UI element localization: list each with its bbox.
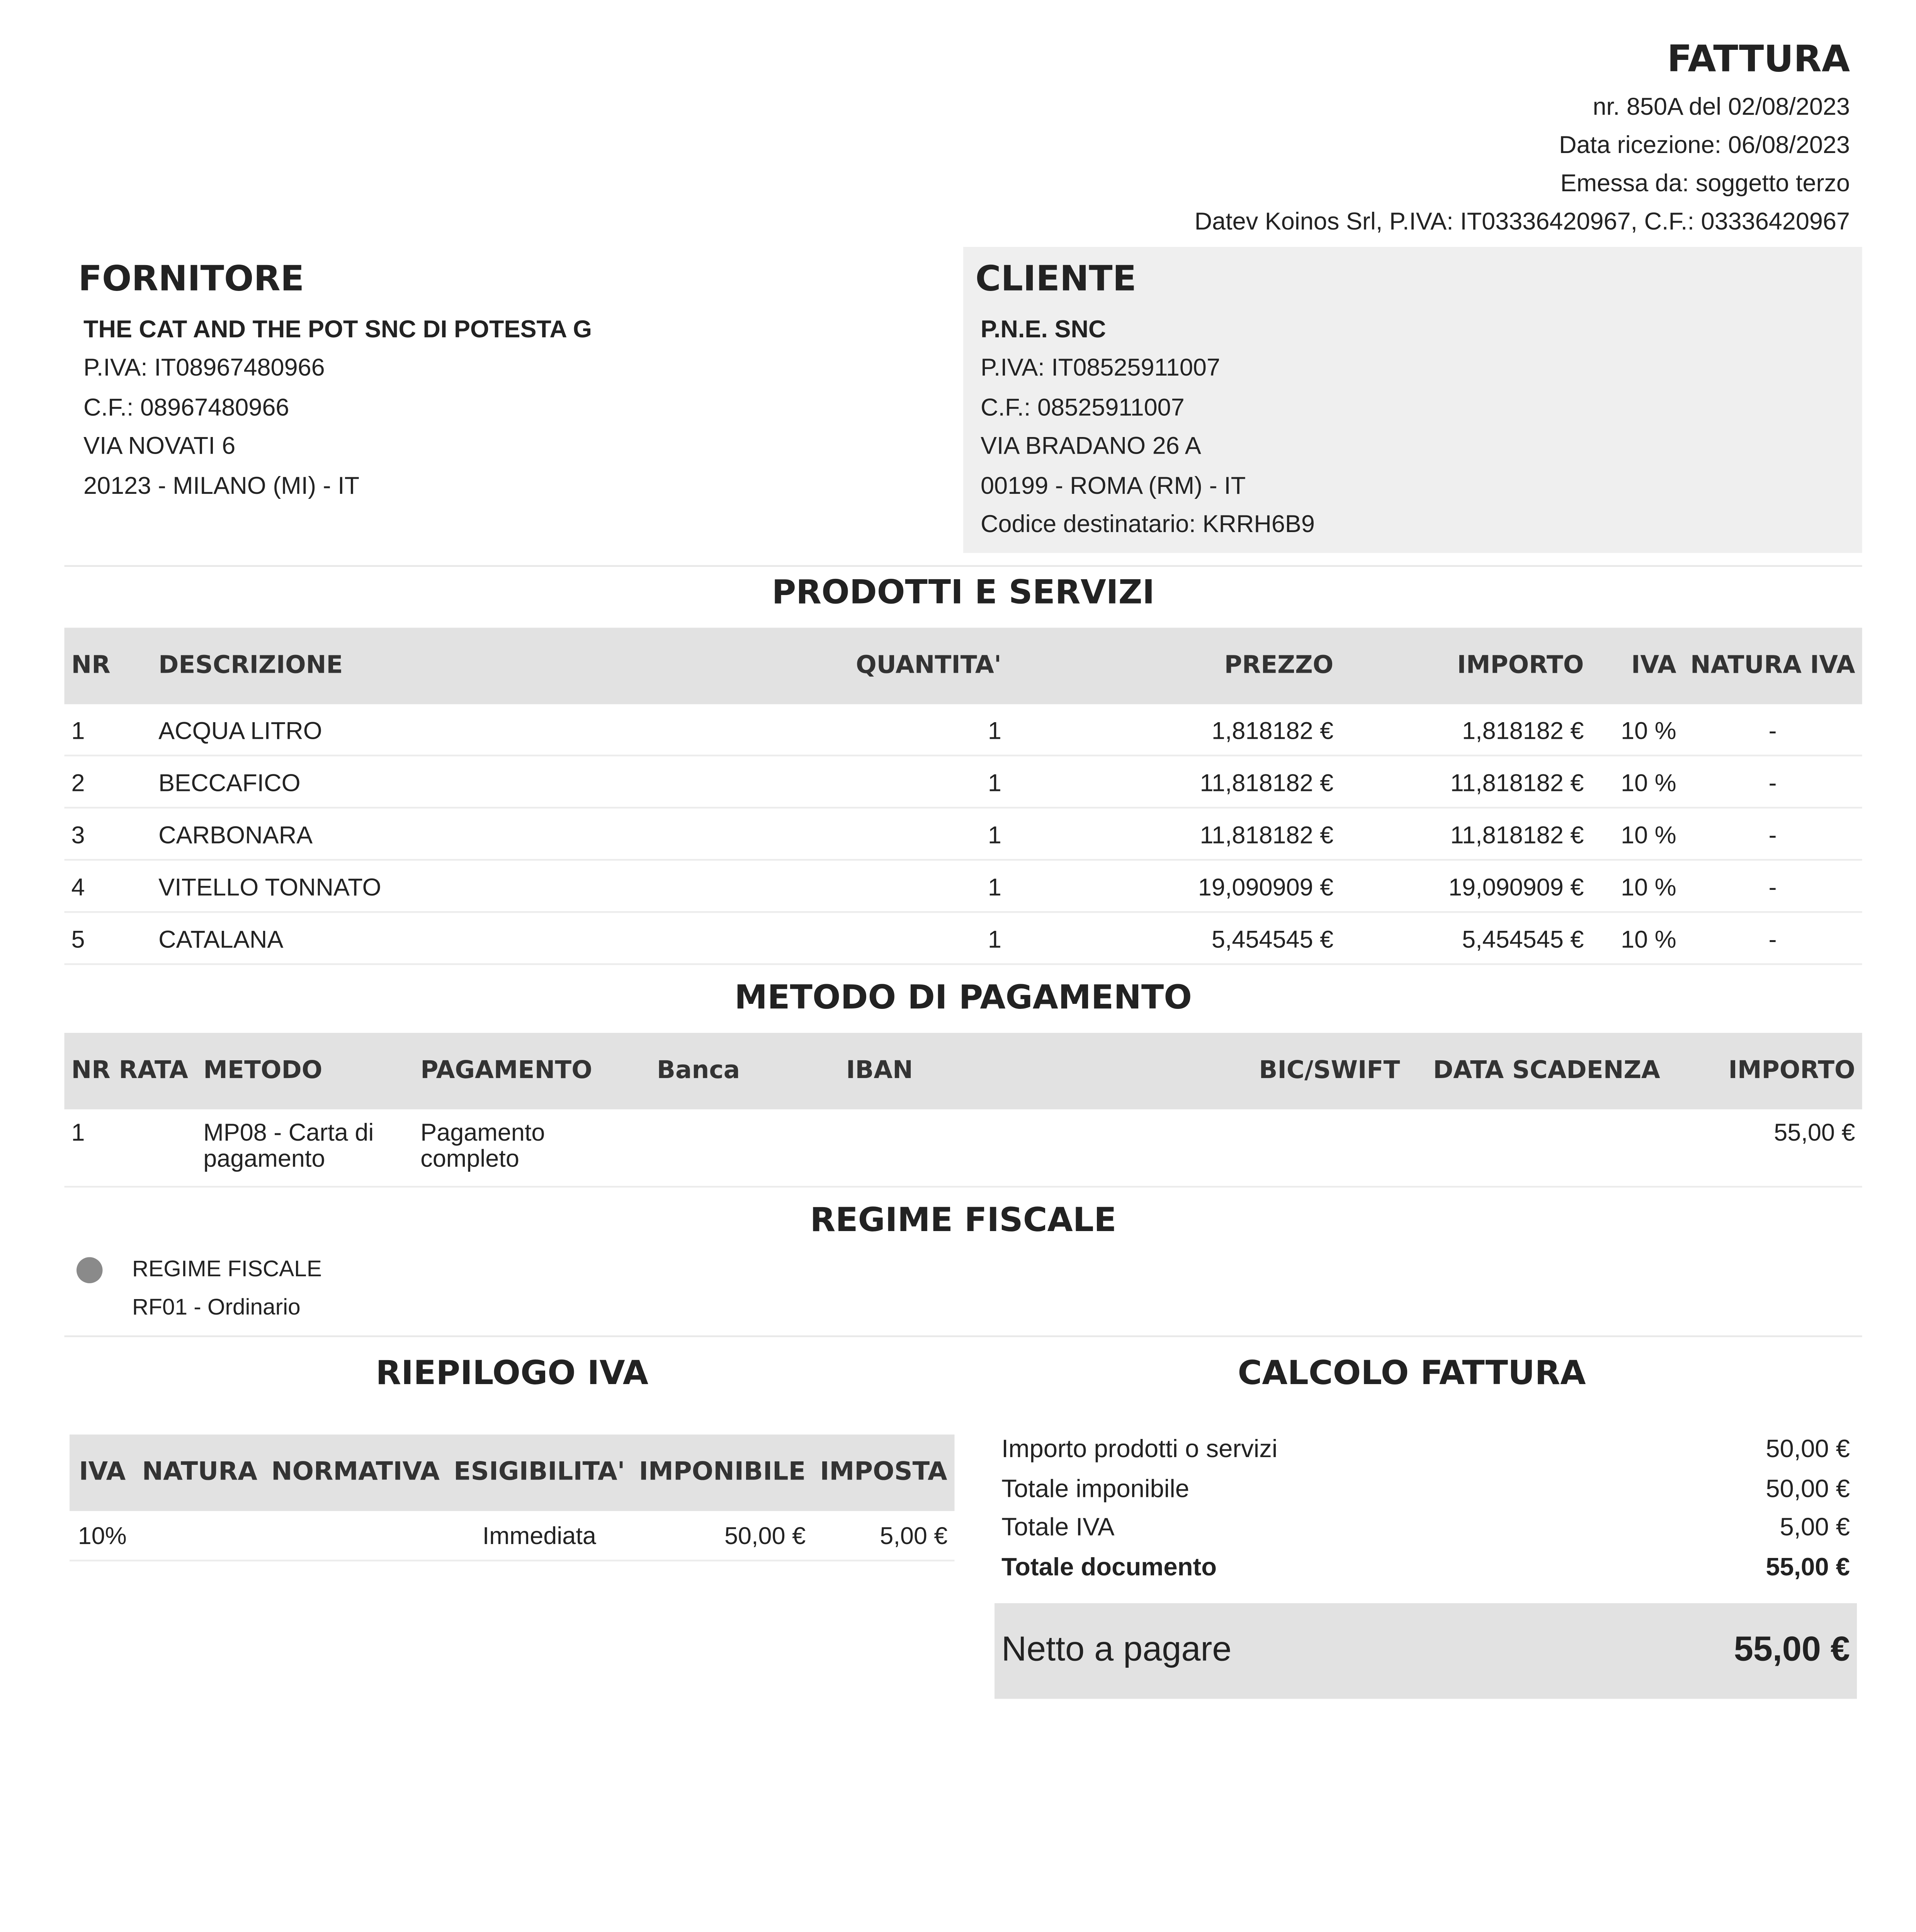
divider — [65, 565, 1862, 567]
row-quantity: 1 — [693, 912, 1008, 964]
supplier-address: VIA NOVATI 6 — [83, 431, 236, 459]
vat-rate: 10% — [70, 1511, 135, 1561]
pay-due-date — [1407, 1109, 1721, 1187]
vat-chargeability: Immediata — [447, 1511, 632, 1561]
col-descrizione: DESCRIZIONE — [151, 628, 693, 704]
vat-taxable: 50,00 € — [632, 1511, 813, 1561]
invoice-number: nr. 850A del 02/08/2023 — [1593, 92, 1850, 120]
row-description: CARBONARA — [151, 808, 693, 860]
col-iva: IVA — [1591, 628, 1683, 704]
row-description: BECCAFICO — [151, 755, 693, 808]
invoice-header — [633, 38, 1850, 240]
calc-block — [995, 1436, 1857, 1593]
calc-label: Totale documento — [1001, 1553, 1217, 1582]
row-vat-nature: - — [1683, 755, 1862, 808]
col-bic-swift: BIC/SWIFT — [1247, 1033, 1407, 1109]
row-nr: 3 — [65, 808, 152, 860]
client-cf: C.F.: 08525911007 — [981, 393, 1185, 421]
payment-header-row — [65, 1033, 1862, 1109]
products-title: PRODOTTI E SERVIZI — [772, 574, 1155, 612]
row-price: 1,818182 € — [1008, 704, 1340, 756]
net-to-pay-value: 55,00 € — [1734, 1631, 1850, 1669]
client-address: VIA BRADANO 26 A — [981, 431, 1201, 459]
client-city: 00199 - ROMA (RM) - IT — [981, 470, 1246, 498]
supplier-block — [66, 247, 935, 553]
row-vat: 10 % — [1591, 704, 1683, 756]
regime-label: REGIME FISCALE — [132, 1255, 322, 1282]
calc-row-taxable — [995, 1475, 1857, 1514]
row-nr: 5 — [65, 912, 152, 964]
row-amount: 19,090909 € — [1340, 860, 1591, 912]
calc-value: 5,00 € — [1780, 1514, 1850, 1543]
col-vat-imposta: IMPOSTA — [813, 1435, 954, 1511]
vat-rule — [264, 1511, 447, 1561]
row-nr: 4 — [65, 860, 152, 912]
row-quantity: 1 — [693, 755, 1008, 808]
regime-title: REGIME FISCALE — [810, 1201, 1117, 1240]
supplier-piva: P.IVA: IT08967480966 — [83, 354, 325, 382]
supplier-city: 20123 - MILANO (MI) - IT — [83, 470, 360, 498]
client-name: P.N.E. SNC — [981, 315, 1106, 343]
row-vat-nature: - — [1683, 704, 1862, 756]
row-description: ACQUA LITRO — [151, 704, 693, 756]
pay-payment: Pagamento completo — [413, 1109, 650, 1187]
table-row — [70, 1511, 955, 1561]
col-natura-iva: NATURA IVA — [1683, 628, 1862, 704]
row-vat: 10 % — [1591, 808, 1683, 860]
pay-amount: 55,00 € — [1721, 1109, 1862, 1187]
row-vat-nature: - — [1683, 912, 1862, 964]
calc-value: 50,00 € — [1766, 1475, 1850, 1503]
divider — [65, 1335, 1862, 1337]
col-metodo: METODO — [196, 1033, 413, 1109]
vat-summary-table — [70, 1435, 955, 1562]
col-vat-natura: NATURA — [135, 1435, 264, 1511]
col-vat-esigibilita: ESIGIBILITA' — [447, 1435, 632, 1511]
row-price: 11,818182 € — [1008, 808, 1340, 860]
calc-label: Totale imponibile — [1001, 1475, 1190, 1503]
calc-title: CALCOLO FATTURA — [1238, 1354, 1586, 1393]
col-vat-iva: IVA — [70, 1435, 135, 1511]
client-piva: P.IVA: IT08525911007 — [981, 354, 1221, 382]
row-description: CATALANA — [151, 912, 693, 964]
pay-iban — [839, 1109, 1247, 1187]
issued-by: Emessa da: soggetto terzo — [1560, 168, 1850, 197]
payment-title: METODO DI PAGAMENTO — [734, 979, 1192, 1017]
col-importo: IMPORTO — [1340, 628, 1591, 704]
col-banca: Banca — [650, 1033, 839, 1109]
col-pagamento: PAGAMENTO — [413, 1033, 650, 1109]
table-row — [65, 860, 1862, 912]
calc-value: 50,00 € — [1766, 1436, 1850, 1464]
col-data-scadenza: DATA SCADENZA — [1407, 1033, 1721, 1109]
invoice-title: FATTURA — [1667, 38, 1850, 80]
bullet-icon — [77, 1257, 103, 1284]
pay-bank — [650, 1109, 839, 1187]
vat-tax: 5,00 € — [813, 1511, 954, 1561]
pay-method: MP08 - Carta di pagamento — [196, 1109, 413, 1187]
calc-label: Totale IVA — [1001, 1514, 1115, 1543]
col-nr-rata: NR RATA — [65, 1033, 197, 1109]
row-price: 19,090909 € — [1008, 860, 1340, 912]
net-to-pay-label: Netto a pagare — [1001, 1631, 1232, 1669]
regime-value: RF01 - Ordinario — [132, 1294, 301, 1320]
products-table — [65, 628, 1862, 965]
table-row — [65, 912, 1862, 964]
row-quantity: 1 — [693, 704, 1008, 756]
calc-row-total — [995, 1554, 1857, 1593]
table-row — [65, 704, 1862, 756]
row-quantity: 1 — [693, 860, 1008, 912]
net-to-pay-box — [995, 1603, 1857, 1699]
calc-row-products — [995, 1436, 1857, 1475]
row-amount: 1,818182 € — [1340, 704, 1591, 756]
row-vat: 10 % — [1591, 755, 1683, 808]
received-date: Data ricezione: 06/08/2023 — [1559, 130, 1850, 158]
row-price: 11,818182 € — [1008, 755, 1340, 808]
row-description: VITELLO TONNATO — [151, 860, 693, 912]
table-row — [65, 808, 1862, 860]
client-block — [963, 247, 1862, 553]
row-vat-nature: - — [1683, 808, 1862, 860]
row-amount: 5,454545 € — [1340, 912, 1591, 964]
row-amount: 11,818182 € — [1340, 808, 1591, 860]
col-iban: IBAN — [839, 1033, 1247, 1109]
calc-label: Importo prodotti o servizi — [1001, 1436, 1278, 1464]
payment-table — [65, 1033, 1862, 1188]
col-prezzo: PREZZO — [1008, 628, 1340, 704]
client-recipient-code: Codice destinatario: KRRH6B9 — [981, 509, 1315, 537]
calc-value: 55,00 € — [1766, 1553, 1850, 1582]
calc-row-vat — [995, 1515, 1857, 1554]
row-quantity: 1 — [693, 808, 1008, 860]
col-vat-normativa: NORMATIVA — [264, 1435, 447, 1511]
vat-summary-title: RIEPILOGO IVA — [376, 1354, 649, 1393]
row-nr: 2 — [65, 755, 152, 808]
pay-bic — [1247, 1109, 1407, 1187]
col-nr: NR — [65, 628, 152, 704]
supplier-cf: C.F.: 08967480966 — [83, 393, 289, 421]
client-heading: CLIENTE — [975, 257, 1137, 299]
row-vat: 10 % — [1591, 912, 1683, 964]
supplier-heading: FORNITORE — [78, 257, 304, 299]
row-vat-nature: - — [1683, 860, 1862, 912]
row-price: 5,454545 € — [1008, 912, 1340, 964]
table-row — [65, 755, 1862, 808]
row-nr: 1 — [65, 704, 152, 756]
vat-nature — [135, 1511, 264, 1561]
col-quantita: QUANTITA' — [693, 628, 1008, 704]
col-vat-imponibile: IMPONIBILE — [632, 1435, 813, 1511]
row-vat: 10 % — [1591, 860, 1683, 912]
products-header-row — [65, 628, 1862, 704]
supplier-name: THE CAT AND THE POT SNC DI POTESTA G — [83, 315, 592, 343]
table-row — [65, 1109, 1862, 1187]
col-importo-pagamento: IMPORTO — [1721, 1033, 1862, 1109]
vat-header-row — [70, 1435, 955, 1511]
row-amount: 11,818182 € — [1340, 755, 1591, 808]
pay-nr-rata: 1 — [65, 1109, 197, 1187]
third-party-issuer: Datev Koinos Srl, P.IVA: IT03336420967, C.F.: 03336420967 — [1194, 207, 1850, 235]
